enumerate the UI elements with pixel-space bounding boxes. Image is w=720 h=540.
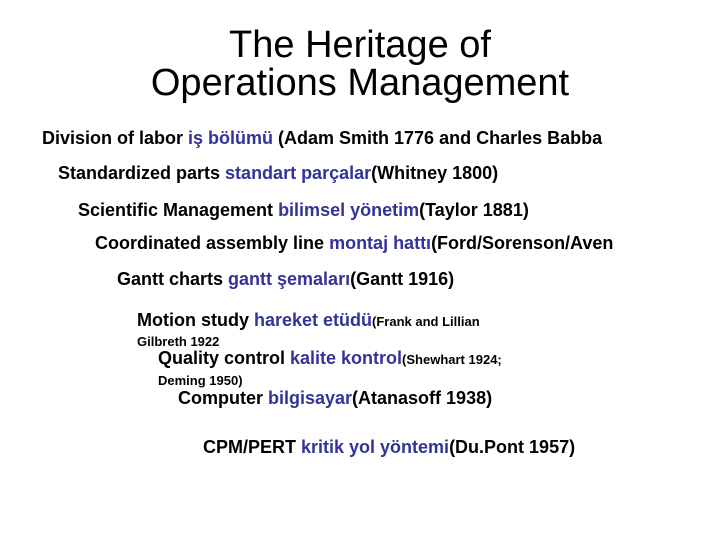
- list-item-quality-control: [158, 348, 502, 370]
- item-reference: (Gantt 1916): [350, 269, 455, 289]
- list-item-computer: [178, 388, 492, 408]
- item-turkish-term: kalite kontrol: [290, 348, 403, 368]
- list-item-cpm-pert: [203, 437, 575, 457]
- item-english-term: Computer: [178, 388, 268, 408]
- list-item-standardized-parts: [58, 163, 498, 183]
- item-reference-continuation: Gilbreth 1922: [137, 334, 220, 349]
- item-reference: (Taylor 1881): [419, 200, 529, 220]
- item-english-term: Scientific Management: [78, 200, 279, 220]
- item-turkish-term: montaj hattı: [329, 233, 432, 253]
- item-turkish-term: bilgisayar: [268, 388, 353, 408]
- item-turkish-term: standart parçalar: [225, 163, 372, 183]
- item-reference: (Whitney 1800): [371, 163, 499, 183]
- item-reference: (Ford/Sorenson/Aven: [431, 233, 614, 253]
- item-english-term: Coordinated assembly line: [95, 233, 330, 253]
- item-english-term: Division of labor: [42, 128, 189, 148]
- slide-title-line-2: Operations Management: [150, 62, 570, 104]
- item-reference: (Atanasoff 1938): [352, 388, 493, 408]
- item-turkish-term: hareket etüdü: [253, 310, 373, 330]
- item-turkish-term: iş bölümü: [188, 128, 274, 148]
- item-english-term: Standardized parts: [58, 163, 226, 183]
- item-reference: (Shewhart 1924;: [402, 352, 502, 367]
- item-reference-continuation: Deming 1950): [158, 373, 243, 388]
- item-reference: (Du.Pont 1957): [449, 437, 576, 457]
- list-item-division-of-labor: [42, 128, 602, 148]
- item-english-term: Quality control: [158, 348, 291, 368]
- list-item-gantt-charts: [117, 269, 454, 289]
- list-item-scientific-management: [78, 200, 529, 220]
- item-turkish-term: kritik yol yöntemi: [301, 437, 450, 457]
- item-reference: (Frank and Lillian: [372, 314, 480, 329]
- slide-title-line-1: The Heritage of: [229, 24, 491, 66]
- item-english-term: Gantt charts: [117, 269, 229, 289]
- item-turkish-term: gantt şemaları: [228, 269, 351, 289]
- list-item-assembly-line: [95, 233, 613, 253]
- item-english-term: CPM/PERT: [203, 437, 302, 457]
- item-reference: (Adam Smith 1776 and Charles Babba: [273, 128, 603, 148]
- item-english-term: Motion study: [137, 310, 254, 330]
- list-item-motion-study: [137, 310, 480, 332]
- item-turkish-term: bilimsel yönetim: [278, 200, 420, 220]
